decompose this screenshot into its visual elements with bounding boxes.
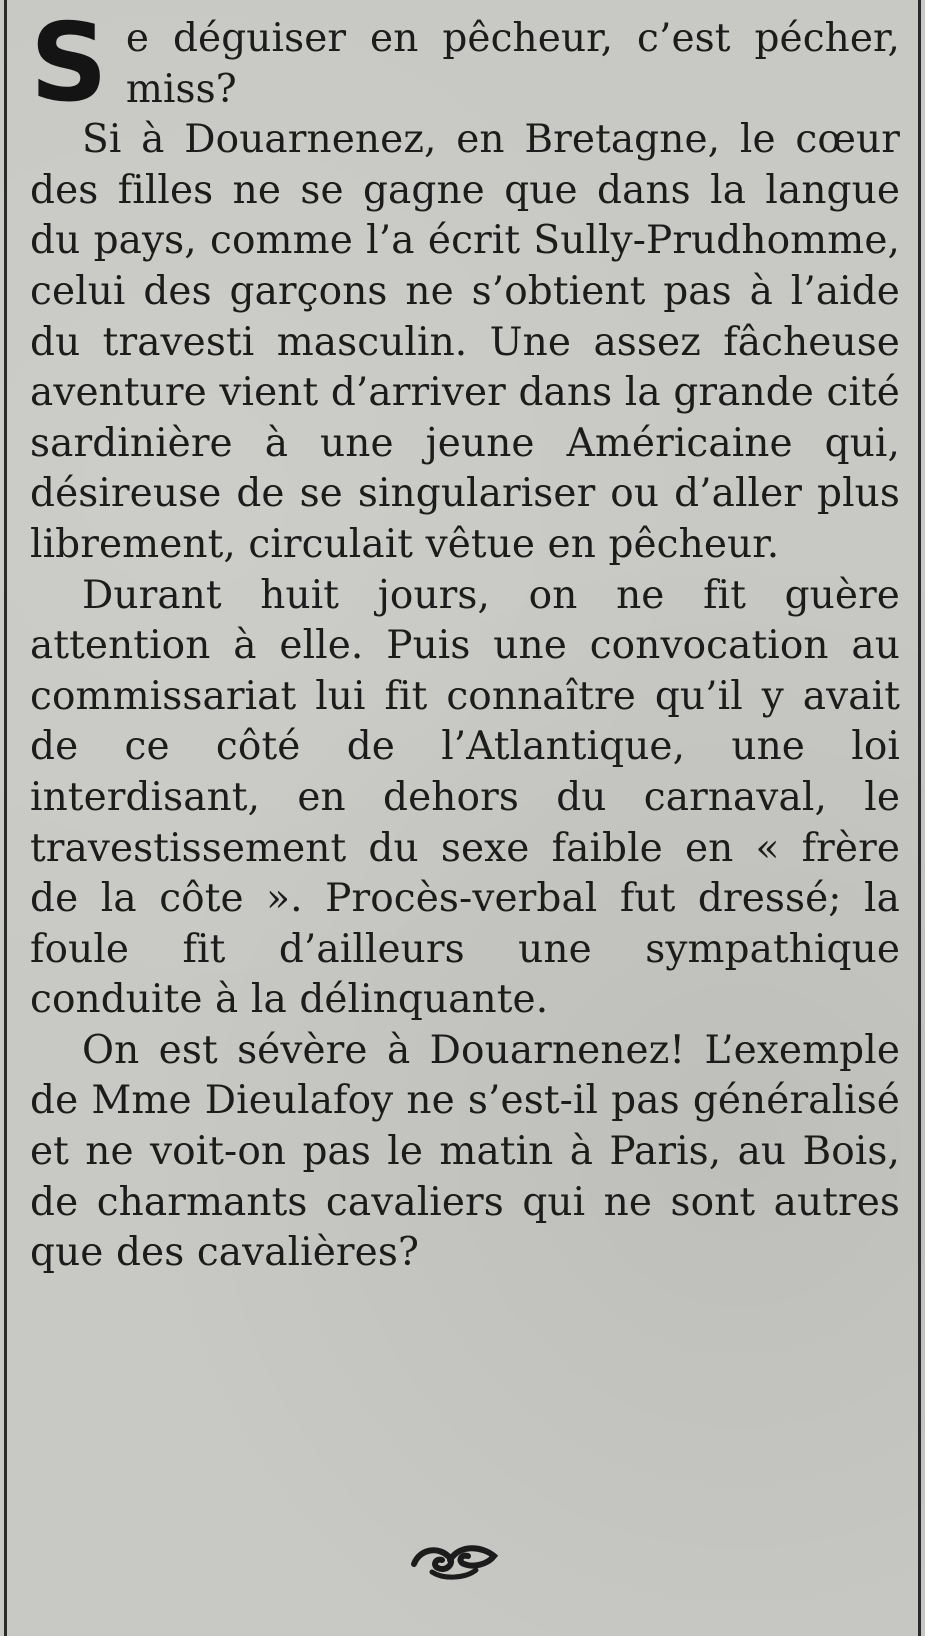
paragraph-3: Durant huit jours, on ne fit guère attention à elle. Puis une convocation au commissariat lui fit connaître qu’il y avait de ce côté de l’Atlantique, une loi interdisant, en dehors du carnaval, le travestissement du sexe faible en « frère de la côte ». Procès-verbal fut dressé; la foule fit d’ailleurs une sympathique conduite à la délinquante. xyxy=(30,572,900,1023)
paragraph-1 xyxy=(30,1,900,126)
drop-cap: S xyxy=(30,1,108,126)
paragraph-4: On est sévère à Douarnenez! L’exemple de Mme Dieulafoy ne s’est-il pas généralisé et ne voit-on pas le matin à Paris, au Bois, de charmants cavaliers qui ne sont autres que des cavalières? xyxy=(30,1027,900,1276)
paragraph-2: Si à Douarnenez, en Bretagne, le cœur des filles ne se gagne que dans la langue du pays, comme l’a écrit Sully-Prudhomme, celui des garçons ne s’obtient pas à l’aide du travesti masculin. Une assez fâcheuse aventure vient d’arriver dans la grande cité sardinière à une jeune Américaine qui, désireuse de se singulariser ou d’aller plus librement, circulait vêtue en pêcheur. xyxy=(30,117,900,567)
paragraph-1-text: e déguiser en pêcheur, c’est pécher, miss? xyxy=(125,16,900,112)
article-body xyxy=(30,1,900,1279)
fleuron-ornament-icon xyxy=(410,1538,500,1582)
column-rule-right xyxy=(918,0,921,1636)
column-rule-left xyxy=(4,0,7,1636)
